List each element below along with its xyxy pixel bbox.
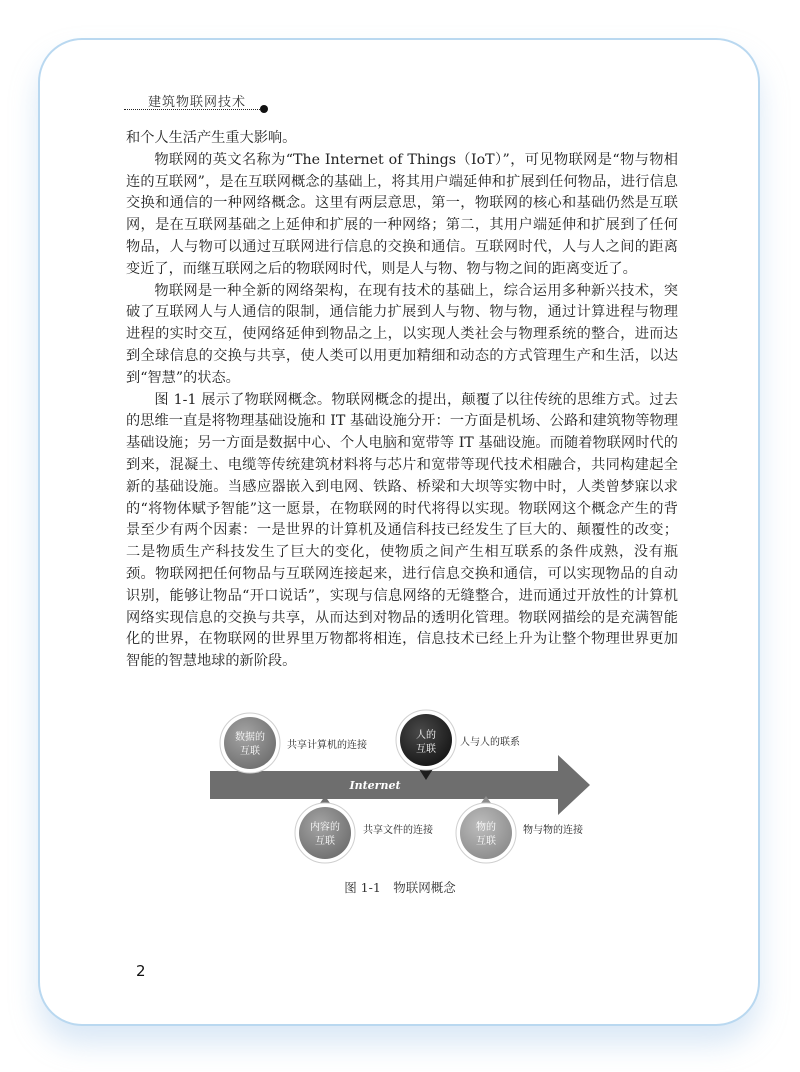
page-number: 2 <box>136 962 146 980</box>
internet-arrow-label: Internet <box>349 779 401 792</box>
iot-diagram <box>200 708 600 873</box>
paragraph-3: 物联网是一种全新的网络架构，在现有技术的基础上，综合运用多种新兴技术，突破了互联网人与人通信的限制，通信能力扩展到人与物、物与物，通过计算进程与物理进程的实时交互，使网络延伸到物品之上，以实现人类社会与物理系统的整合，进而达到全球信息的交换与共享，使人类可以用更加精细和动态的方式管理生产和生活，以达到“智慧”的状态。 <box>126 282 678 386</box>
svg-text:数据的: 数据的 <box>235 732 265 743</box>
svg-text:内容的: 内容的 <box>310 822 340 833</box>
node-content-desc: 共享文件的连接 <box>363 825 433 836</box>
svg-text:物的: 物的 <box>476 822 496 833</box>
node-things-desc: 物与物的连接 <box>523 825 583 836</box>
running-head-rule <box>124 109 264 110</box>
node-people-desc: 人与人的联系 <box>460 737 520 748</box>
node-data-desc: 共享计算机的连接 <box>287 740 367 751</box>
iot-concept-figure <box>200 708 600 873</box>
svg-text:互联: 互联 <box>240 746 260 757</box>
running-head-dot <box>260 105 268 113</box>
figure-caption: 图 1-1 物联网概念 <box>344 880 456 895</box>
paragraph-1: 和个人生活产生重大影响。 <box>126 130 297 146</box>
svg-text:互联: 互联 <box>315 836 335 847</box>
paragraph-2: 物联网的英文名称为“The Internet of Things（IoT）”，可见物联网是“物与物相连的互联网”，是在互联网概念的基础上，将其用户端延伸和扩展到任何物品，进行信息交换和通信的一种网络概念。这里有两层意思，第一，物联网的核心和基础仍然是互联网，是在互联网基础之上延伸和扩展的一种网络；第二，其用户端延伸和扩展到了任何物品，人与物可以通过互联网进行信息的交换和通信。互联网时代，人与人之间的距离变近了，而继互联网之后的物联网时代，则是人与物、物与物之间的距离变近了。 <box>126 151 678 277</box>
paragraph-4: 图 1-1 展示了物联网概念。物联网概念的提出，颠覆了以往传统的思维方式。过去的思维一直是将物理基础设施和 IT 基础设施分开：一方面是机场、公路和建筑物等物理基础设施；另一方面是数据中心、个人电脑和宽带等 IT 基础设施。而随着物联网时代的到来，混凝土、电缆等传统建筑材料将与芯片和宽带等现代技术相融合，共同构建起全新的基础设施。当感应器嵌入到电网、铁路、桥梁和大坝等实物中时，人类曾梦寐以求的“将物体赋予智能”这一愿景，在物联网的时代将得以实现。物联网这个概念产生的背景至少有两个因素：一是世界的计算机及通信科技已经发生了巨大的、颠覆性的改变；二是物质生产科技发生了巨大的变化，使物质之间产生相互联系的条件成熟，没有瓶颈。物联网把任何物品与互联网连接起来，进行信息交换和通信，可以实现物品的自动识别，能够让物品“开口说话”，实现与信息网络的无缝整合，进而通过开放性的计算机网络实现信息的交换与共享，从而达到对物品的透明化管理。物联网描绘的是充满智能化的世界，在物联网的世界里万物都将相连，信息技术已经上升为让整个物理世界更加智能的智慧地球的新阶段。 <box>126 391 678 670</box>
svg-text:互联: 互联 <box>416 744 436 755</box>
svg-text:人的: 人的 <box>416 730 436 741</box>
node-people-interconnect <box>396 710 520 780</box>
running-head: 建筑物联网技术 <box>148 95 247 110</box>
svg-text:互联: 互联 <box>476 836 496 847</box>
node-data-interconnect <box>220 713 367 774</box>
body-text <box>126 128 678 673</box>
node-content-interconnect <box>295 796 433 863</box>
